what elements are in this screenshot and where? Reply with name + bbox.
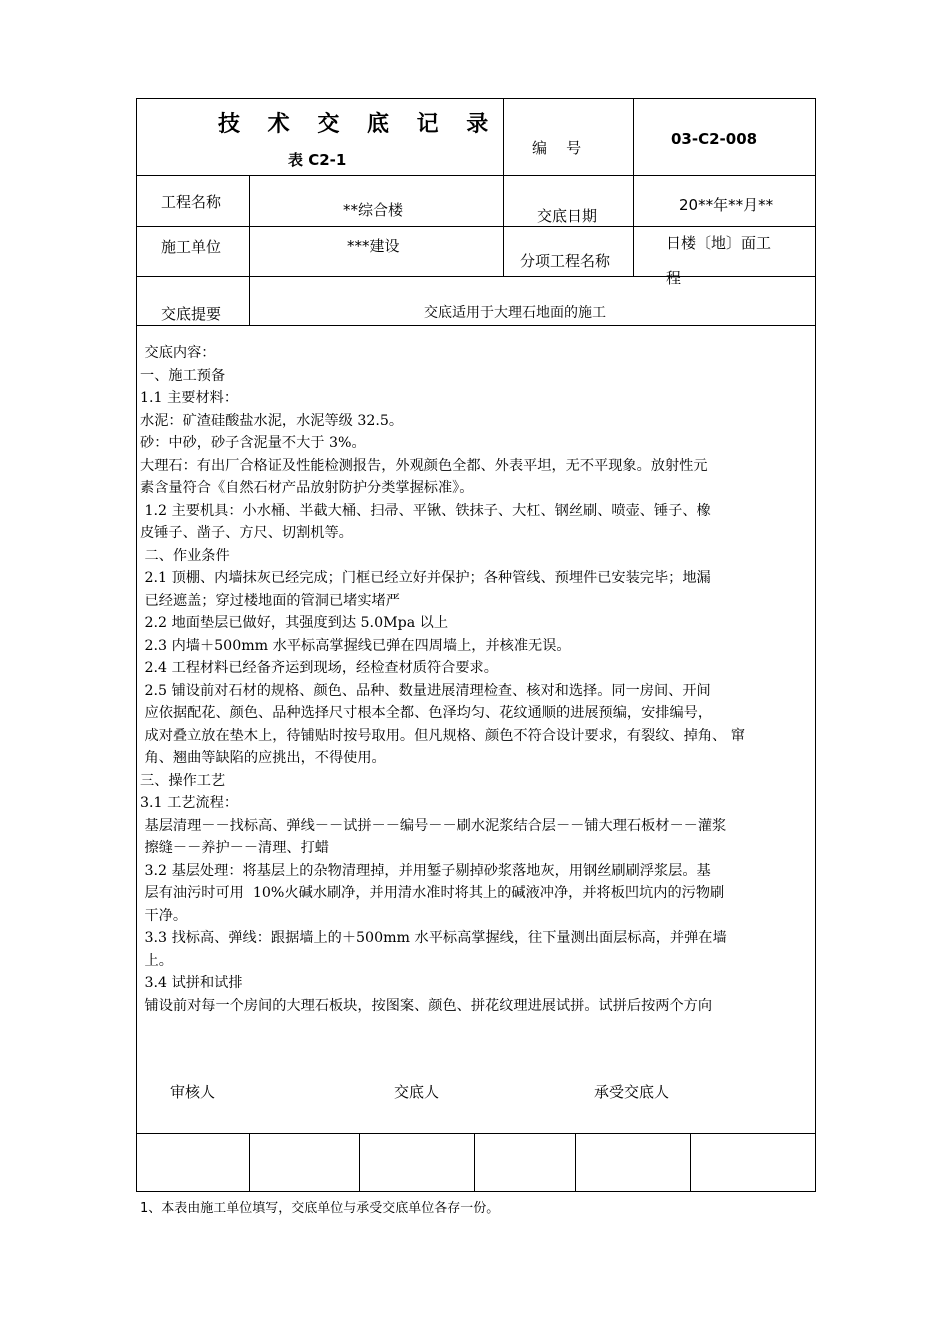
content-line: 2.5 铺设前对石材的规格、颜色、品种、数量进展清理检查、核对和选择。同一房间、开间 [140, 682, 711, 699]
form-title: 技 术 交 底 记 录 [218, 112, 499, 137]
rule-summary-bottom [136, 325, 816, 326]
content-line: 基层清理－－找标高、弹线－－试拼－－编号－－刷水泥浆结合层－－铺大理石板材－－灌浆 [140, 817, 727, 834]
content-line: 二、作业条件 [140, 547, 230, 564]
project-name-label: 工程名称 [161, 193, 222, 211]
content-line: 3.2 基层处理：将基层上的杂物清理掉，并用錾子剔掉砂浆落地灰，用钢丝刷刷浮浆层。基 [140, 862, 711, 879]
content-line: 大理石：有出厂合格证及性能检测报告，外观颜色全都、外表平坦，无不平现象。放射性元 [140, 457, 708, 474]
receiver-label: 承受交底人 [594, 1083, 670, 1101]
subproject-value-line1: 日楼〔地〕面工 [666, 234, 772, 252]
subproject-label: 分项工程名称 [520, 252, 611, 270]
content-line: 应依据配花、颜色、品种选择尺寸根本全都、色泽均匀、花纹通顺的进展预编，安排编号， [140, 705, 713, 721]
project-name-value: **综合楼 [343, 201, 404, 219]
content-line: 干净。 [140, 907, 188, 924]
date-label: 交底日期 [537, 207, 598, 225]
content-line: 1.1 主要材料： [140, 390, 239, 406]
rule-col-a [503, 98, 504, 276]
number-value: 03-C2-008 [671, 130, 758, 148]
unit-label: 施工单位 [161, 238, 222, 256]
summary-value: 交底适用于大理石地面的施工 [424, 305, 606, 321]
subproject-value-line2: 程 [666, 269, 682, 287]
rule-sig-1 [249, 1133, 250, 1192]
content-line: 素含量符合《自然石材产品放射防护分类掌握标准》。 [140, 480, 474, 496]
content-line: 水泥：矿渣硅酸盐水泥，水泥等级 32.5。 [140, 412, 404, 429]
discloser-label: 交底人 [394, 1083, 440, 1101]
content-line: 层有油污时可用 10%火碱水刷净，并用清水准时将其上的碱液冲净，并将板凹坑内的污物刷 [140, 885, 725, 901]
content-line: 2.4 工程材料已经备齐运到现场，经检查材质符合要求。 [140, 660, 498, 676]
content-line: 3.1 工艺流程： [140, 795, 239, 811]
content-line: 2.2 地面垫层已做好，其强度到达 5.0Mpa 以上 [140, 615, 449, 631]
content-line: 1.2 主要机具：小水桶、半截大桶、扫帚、平锹、铁抹子、大杠、钢丝刷、喷壶、锤子、橡 [140, 502, 711, 519]
number-label: 编 号 [532, 139, 582, 157]
content-line: 2.1 顶棚、内墙抹灰已经完成；门框已经立好并保护；各种管线、预埋件已安装完毕；地漏 [140, 570, 711, 586]
rule-col-b [633, 98, 634, 276]
rule-col-label [249, 175, 250, 325]
content-line: 3.4 试拼和试排 [140, 975, 243, 991]
content-line: 上。 [140, 952, 173, 969]
summary-label: 交底提要 [161, 305, 222, 323]
date-value: 20**年**月** [679, 196, 774, 214]
rule-sig-3 [474, 1133, 475, 1192]
content-line: 三、操作工艺 [140, 772, 226, 789]
content-line: 擦缝－－养护－－清理、打蜡 [140, 840, 329, 856]
content-line: 砂：中砂，砂子含泥量不大于 3%。 [140, 435, 366, 451]
content-line: 一、施工预备 [140, 367, 226, 384]
signature-cell-reviewer[interactable] [137, 1134, 248, 1191]
reviewer-label: 审核人 [170, 1083, 216, 1101]
content-line: 交底内容： [140, 345, 216, 361]
content-line: 3.3 找标高、弹线：跟据墙上的＋500mm 水平标高掌握线，往下量测出面层标高，并弹在墙 [140, 930, 727, 946]
content-line: 铺设前对每一个房间的大理石板块，按图案、颜色、拼花纹理进展试拼。试拼后按两个方向 [140, 997, 713, 1014]
content-line: 角、翘曲等缺陷的应挑出，不得使用。 [140, 750, 386, 766]
form-code: 表 C2-1 [288, 151, 347, 169]
content-line: 已经遮盖；穿过楼地面的管洞已堵实堵严 [140, 592, 400, 609]
disclosure-content [140, 342, 816, 1017]
content-line: 皮锤子、凿子、方尺、切割机等。 [140, 525, 353, 541]
content-line: 2.3 内墙＋500mm 水平标高掌握线已弹在四周墙上，并核准无误。 [140, 637, 571, 654]
rule-row1-bottom [136, 226, 816, 227]
rule-header-bottom [136, 175, 816, 176]
rule-row2-bottom [136, 276, 816, 277]
signature-cell-receiver[interactable] [576, 1134, 689, 1191]
rule-sig-5 [690, 1133, 691, 1192]
signature-cell-discloser[interactable] [360, 1134, 473, 1191]
footnote: 1、本表由施工单位填写，交底单位与承受交底单位各存一份。 [140, 1201, 500, 1216]
content-line: 成对叠立放在垫木上，待铺贴时按号取用。但凡规格、颜色不符合设计要求，有裂纹、掉角、 窜 [140, 727, 745, 744]
unit-value: ***建设 [347, 237, 400, 255]
